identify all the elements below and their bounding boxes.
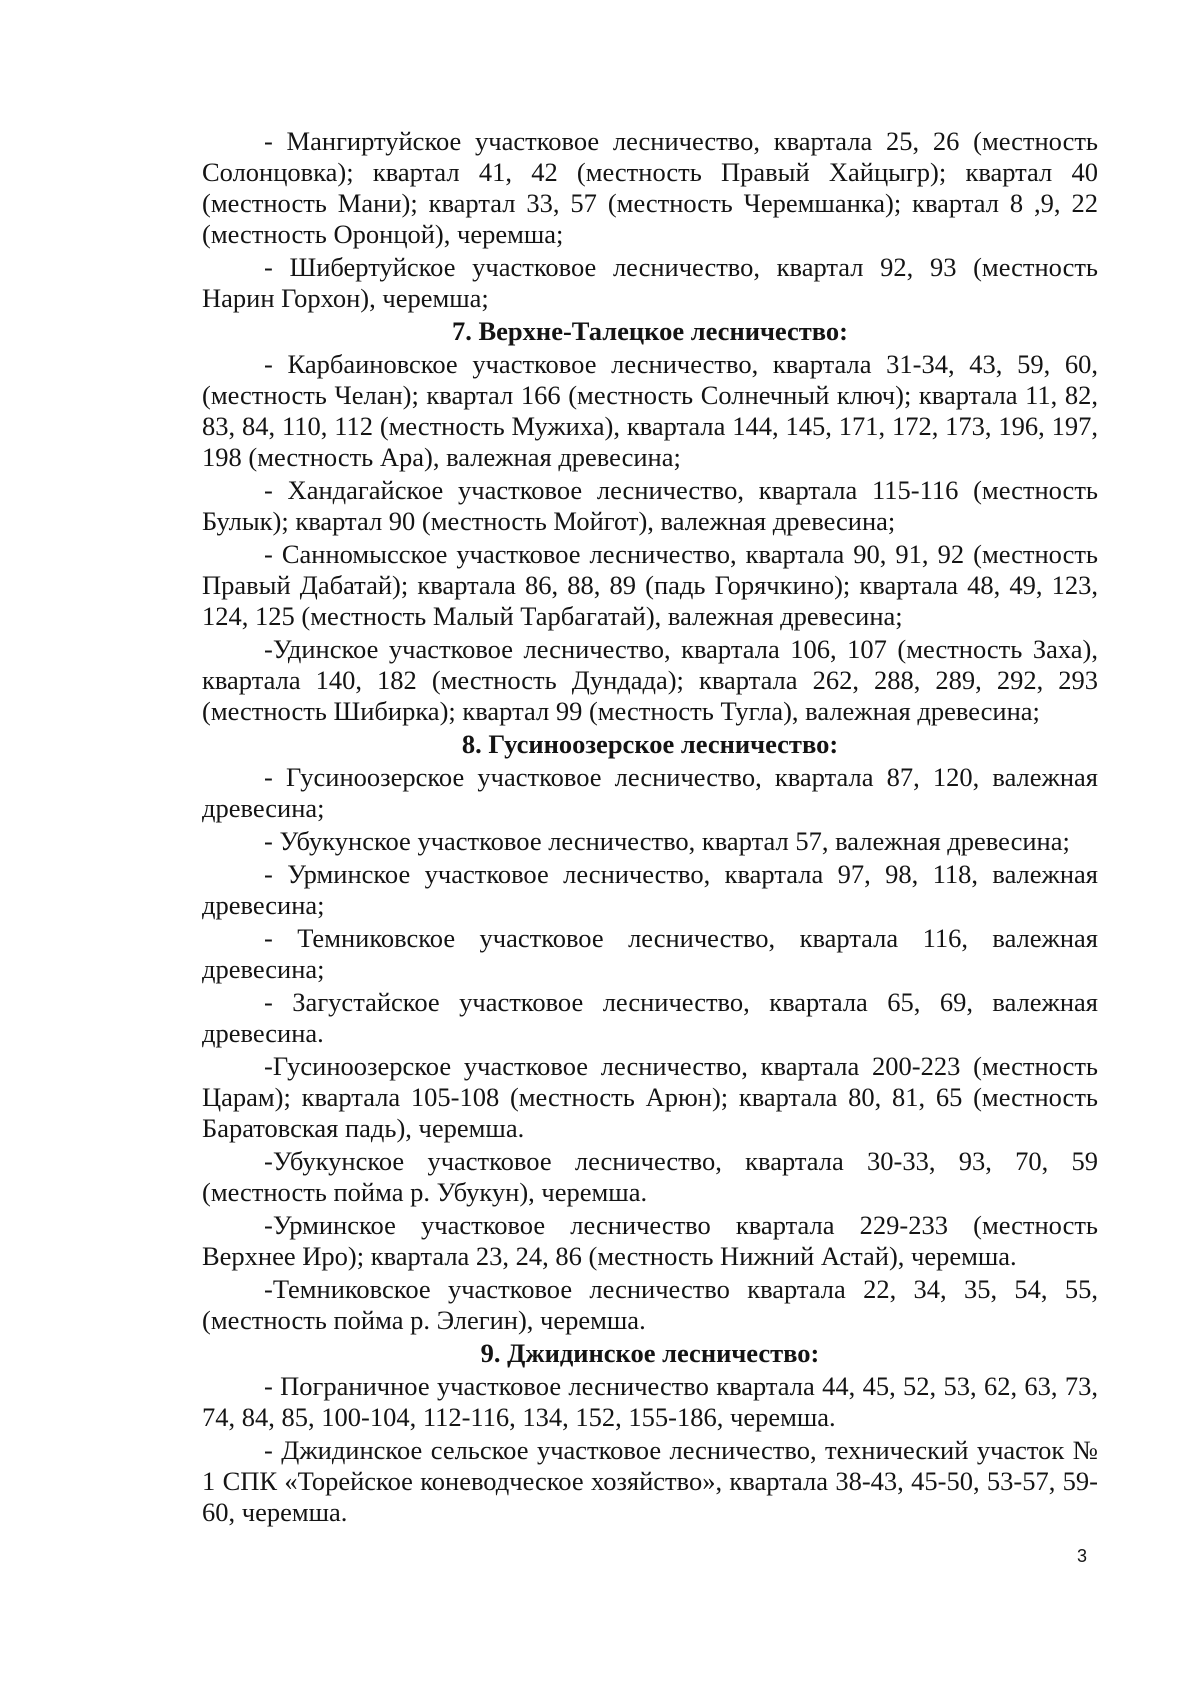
section-heading-dzhidinskoe: 9. Джидинское лесничество: [480,1338,820,1368]
paragraph-karbainovskoe: - Карбаиновское участковое лесничество, квартала 31-34, 43, 59, 60, (местность Челан); квартал 166 (местность Солнечный ключ); квартала 11, 82, 83, 84, 110, 112 (местность Мужиха), квартала 144, 145, 171, 172, 173, 196, 197, 198 (местность Ара), валежная древесина; [202,349,1098,472]
paragraph-khandagayskoe: - Хандагайское участковое лесничество, квартала 115-116 (местность Булык); квартал 90 (местность Мойгот), валежная древесина; [202,475,1098,536]
paragraph-zagustayskoe: - Загустайское участковое лесничество, квартала 65, 69, валежная древесина. [202,987,1098,1048]
paragraph-dzhidinskoe-selskoe: - Джидинское сельское участковое лесничество, технический участок № 1 СПК «Торейское коневодческое хозяйство», квартала 38-43, 45-50, 53-57, 59-60, черемша. [202,1435,1098,1527]
paragraph-urminskoe-valezh: - Урминское участковое лесничество, квартала 97, 98, 118, валежная древесина; [202,859,1098,920]
paragraph-gusinoozerskoe-valezh: - Гусиноозерское участковое лесничество, квартала 87, 120, валежная древесина; [202,762,1098,823]
paragraph-udinskoe: -Удинское участковое лесничество, квартала 106, 107 (местность Заха), квартала 140, 182 (местность Дундада); квартала 262, 288, 289, 292, 293 (местность Шибирка); квартал 99 (местность Тугла), валежная древесина; [202,634,1098,726]
document-body [202,126,1098,1530]
paragraph-gusinoozerskoe-cheremsha: -Гусиноозерское участковое лесничество, квартала 200-223 (местность Царам); квартала 105-108 (местность Арюн); квартала 80, 81, 65 (местность Баратовская падь), черемша. [202,1051,1098,1143]
paragraph-temnikovskoe-valezh: - Темниковское участковое лесничество, квартала 116, валежная древесина; [202,923,1098,984]
section-heading-verkhne-taletskoe: 7. Верхне-Талецкое лесничество: [452,316,848,346]
paragraph-pogranichnoe: - Пограничное участковое лесничество квартала 44, 45, 52, 53, 62, 63, 73, 74, 84, 85, 100-104, 112-116, 134, 152, 155-186, черемша. [202,1371,1098,1432]
paragraph-ubukunskoe-cheremsha: -Убукунское участковое лесничество, квартала 30-33, 93, 70, 59 (местность пойма р. Убукун), черемша. [202,1146,1098,1207]
page-number: 3 [1076,1546,1087,1566]
paragraph-shibertuy: - Шибертуйское участковое лесничество, квартал 92, 93 (местность Нарин Горхон), черемша; [202,252,1098,313]
paragraph-temnikovskoe-cheremsha: -Темниковское участковое лесничество квартала 22, 34, 35, 54, 55, (местность пойма р. Элегин), черемша. [202,1274,1098,1335]
paragraph-urminskoe-cheremsha: -Урминское участковое лесничество квартала 229-233 (местность Верхнее Иро); квартала 23, 24, 86 (местность Нижний Астай), черемша. [202,1210,1098,1271]
paragraph-ubukunskoe-valezh: - Убукунское участковое лесничество, квартал 57, валежная древесина; [264,826,1070,856]
paragraph-sannomysskoe: - Санномысское участковое лесничество, квартала 90, 91, 92 (местность Правый Дабатай); квартала 86, 88, 89 (падь Горячкино); квартала 48, 49, 123, 124, 125 (местность Малый Тарбагатай), валежная древесина; [202,539,1098,631]
section-heading-gusinoozerskoe: 8. Гусиноозерское лесничество: [461,729,839,759]
paragraph-mangirtuy: - Мангиртуйское участковое лесничество, квартала 25, 26 (местность Солонцовка); квартал 41, 42 (местность Правый Хайцыгр); квартал 40 (местность Мани); квартал 33, 57 (местность Черемшанка); квартал 8 ,9, 22 (местность Оронцой), черемша; [202,126,1098,249]
